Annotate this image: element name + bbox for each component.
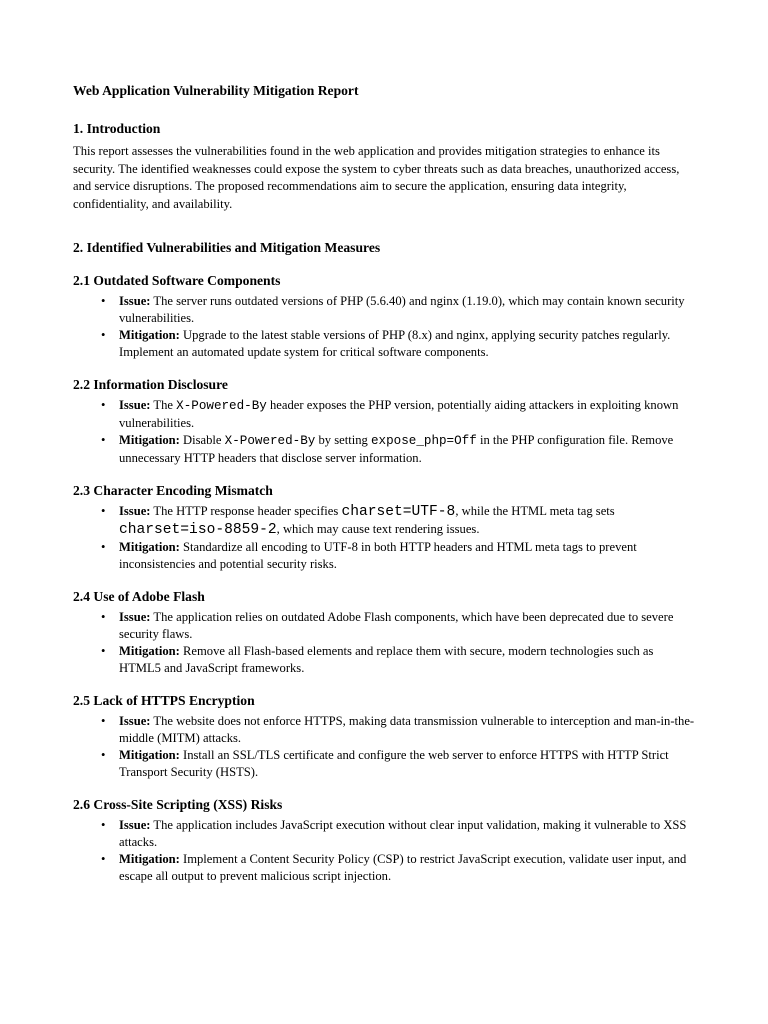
mitigation-label: Mitigation: bbox=[119, 852, 180, 866]
bullet-list bbox=[73, 817, 695, 885]
issue-item bbox=[101, 609, 695, 643]
report-title: Web Application Vulnerability Mitigation Report bbox=[73, 83, 359, 98]
mitigation-text: Remove all Flash-based elements and replace them with secure, modern technologies such as HTML5 and JavaScript frameworks. bbox=[119, 644, 654, 675]
header-code: X-Powered-By bbox=[176, 399, 267, 413]
issue-label: Issue: bbox=[119, 294, 151, 308]
intro-heading: 1. Introduction bbox=[73, 121, 161, 136]
bullet-marker: • bbox=[101, 714, 106, 728]
mitigation-item bbox=[101, 327, 695, 361]
section-heading: 2.1 Outdated Software Components bbox=[73, 273, 281, 288]
mitigation-text: Disable bbox=[179, 433, 225, 447]
bullet-marker: • bbox=[101, 433, 106, 447]
section-heading: 2.6 Cross-Site Scripting (XSS) Risks bbox=[73, 797, 283, 812]
mitigation-label: Mitigation: bbox=[119, 433, 180, 447]
mitigation-item bbox=[101, 851, 695, 885]
issue-item bbox=[101, 817, 695, 851]
section-heading: 2.2 Information Disclosure bbox=[73, 377, 228, 392]
bullet-marker: • bbox=[101, 748, 106, 762]
issue-text: The server runs outdated versions of PHP (5.6.40) and nginx (1.19.0), which may contain known security vulnerabilities. bbox=[119, 294, 685, 325]
charset-code: charset=iso-8859-2 bbox=[119, 522, 277, 538]
mitigation-item bbox=[101, 747, 695, 781]
mitigation-item bbox=[101, 432, 695, 467]
issue-item bbox=[101, 713, 695, 747]
bullet-list bbox=[73, 503, 695, 573]
bullet-list bbox=[73, 713, 695, 781]
bullet-marker: • bbox=[101, 398, 106, 412]
issue-label: Issue: bbox=[119, 610, 151, 624]
mitigation-item bbox=[101, 643, 695, 677]
bullet-marker: • bbox=[101, 328, 106, 342]
section-2-heading: 2. Identified Vulnerabilities and Mitigation Measures bbox=[73, 240, 381, 255]
mitigation-text: in the PHP configuration file. Remove unnecessary HTTP headers that disclose server information. bbox=[119, 433, 674, 465]
section-heading: 2.3 Character Encoding Mismatch bbox=[73, 483, 273, 498]
section-2-5 bbox=[73, 692, 695, 781]
intro-paragraph: This report assesses the vulnerabilities found in the web application and provides mitigation strategies to enhance its security. The identified weaknesses could expose the system to cyber threats such as data breaches, unauthorized access, and service disruptions. The proposed recommendations aim to secure the application, ensuring data integrity, confidentiality, and availability. bbox=[73, 144, 680, 211]
issue-item bbox=[101, 293, 695, 327]
header-code: X-Powered-By bbox=[224, 434, 316, 448]
bullet-marker: • bbox=[101, 818, 106, 832]
mitigation-text: Install an SSL/TLS certificate and configure the web server to enforce HTTPS with HTTP Strict Transport Security (HSTS). bbox=[119, 748, 669, 779]
mitigation-label: Mitigation: bbox=[119, 644, 180, 658]
issue-text: The HTTP response header specifies bbox=[150, 504, 342, 518]
mitigation-text: by setting bbox=[315, 433, 371, 447]
bullet-marker: • bbox=[101, 294, 106, 308]
mitigation-text: Standardize all encoding to UTF-8 in both HTTP headers and HTML meta tags to prevent inconsistencies and potential security risks. bbox=[119, 540, 637, 571]
issue-label: Issue: bbox=[119, 714, 151, 728]
bullet-marker: • bbox=[101, 540, 106, 554]
bullet-list bbox=[73, 397, 695, 467]
issue-text: , which may cause text rendering issues. bbox=[276, 522, 480, 536]
mitigation-label: Mitigation: bbox=[119, 540, 180, 554]
mitigation-label: Mitigation: bbox=[119, 328, 180, 342]
issue-label: Issue: bbox=[119, 818, 151, 832]
mitigation-item bbox=[101, 539, 695, 573]
section-2-4 bbox=[73, 588, 695, 677]
mitigation-label: Mitigation: bbox=[119, 748, 180, 762]
config-code: expose_php=Off bbox=[370, 434, 477, 448]
issue-label: Issue: bbox=[119, 398, 151, 412]
section-heading: 2.4 Use of Adobe Flash bbox=[73, 589, 205, 604]
charset-code: charset=UTF-8 bbox=[341, 504, 456, 520]
issue-text: , while the HTML meta tag sets bbox=[455, 504, 615, 518]
mitigation-text: Implement a Content Security Policy (CSP) to restrict JavaScript execution, validate user input, and escape all output to prevent malicious script injection. bbox=[119, 852, 687, 883]
bullet-marker: • bbox=[101, 504, 106, 518]
issue-text: header exposes the PHP version, potentially aiding attackers in exploiting known vulnerabilities. bbox=[119, 398, 679, 430]
bullet-list bbox=[73, 609, 695, 677]
section-2-3 bbox=[73, 482, 695, 573]
mitigation-text: Upgrade to the latest stable versions of PHP (8.x) and nginx, applying security patches regularly. Implement an automated update system for critical software components. bbox=[119, 328, 671, 359]
bullet-list bbox=[73, 293, 695, 361]
issue-label: Issue: bbox=[119, 504, 151, 518]
section-2-2 bbox=[73, 376, 695, 467]
bullet-marker: • bbox=[101, 610, 106, 624]
issue-text: The bbox=[150, 398, 177, 412]
section-2-1 bbox=[73, 272, 695, 361]
section-heading: 2.5 Lack of HTTPS Encryption bbox=[73, 693, 255, 708]
bullet-marker: • bbox=[101, 852, 106, 866]
issue-item bbox=[101, 397, 695, 432]
issue-text: The website does not enforce HTTPS, making data transmission vulnerable to interception and man-in-the-middle (MITM) attacks. bbox=[119, 714, 695, 745]
issue-text: The application includes JavaScript execution without clear input validation, making it vulnerable to XSS attacks. bbox=[119, 818, 687, 849]
bullet-marker: • bbox=[101, 644, 106, 658]
issue-item bbox=[101, 503, 695, 539]
section-2-6 bbox=[73, 796, 695, 885]
issue-text: The application relies on outdated Adobe Flash components, which have been deprecated due to severe security flaws. bbox=[119, 610, 674, 641]
